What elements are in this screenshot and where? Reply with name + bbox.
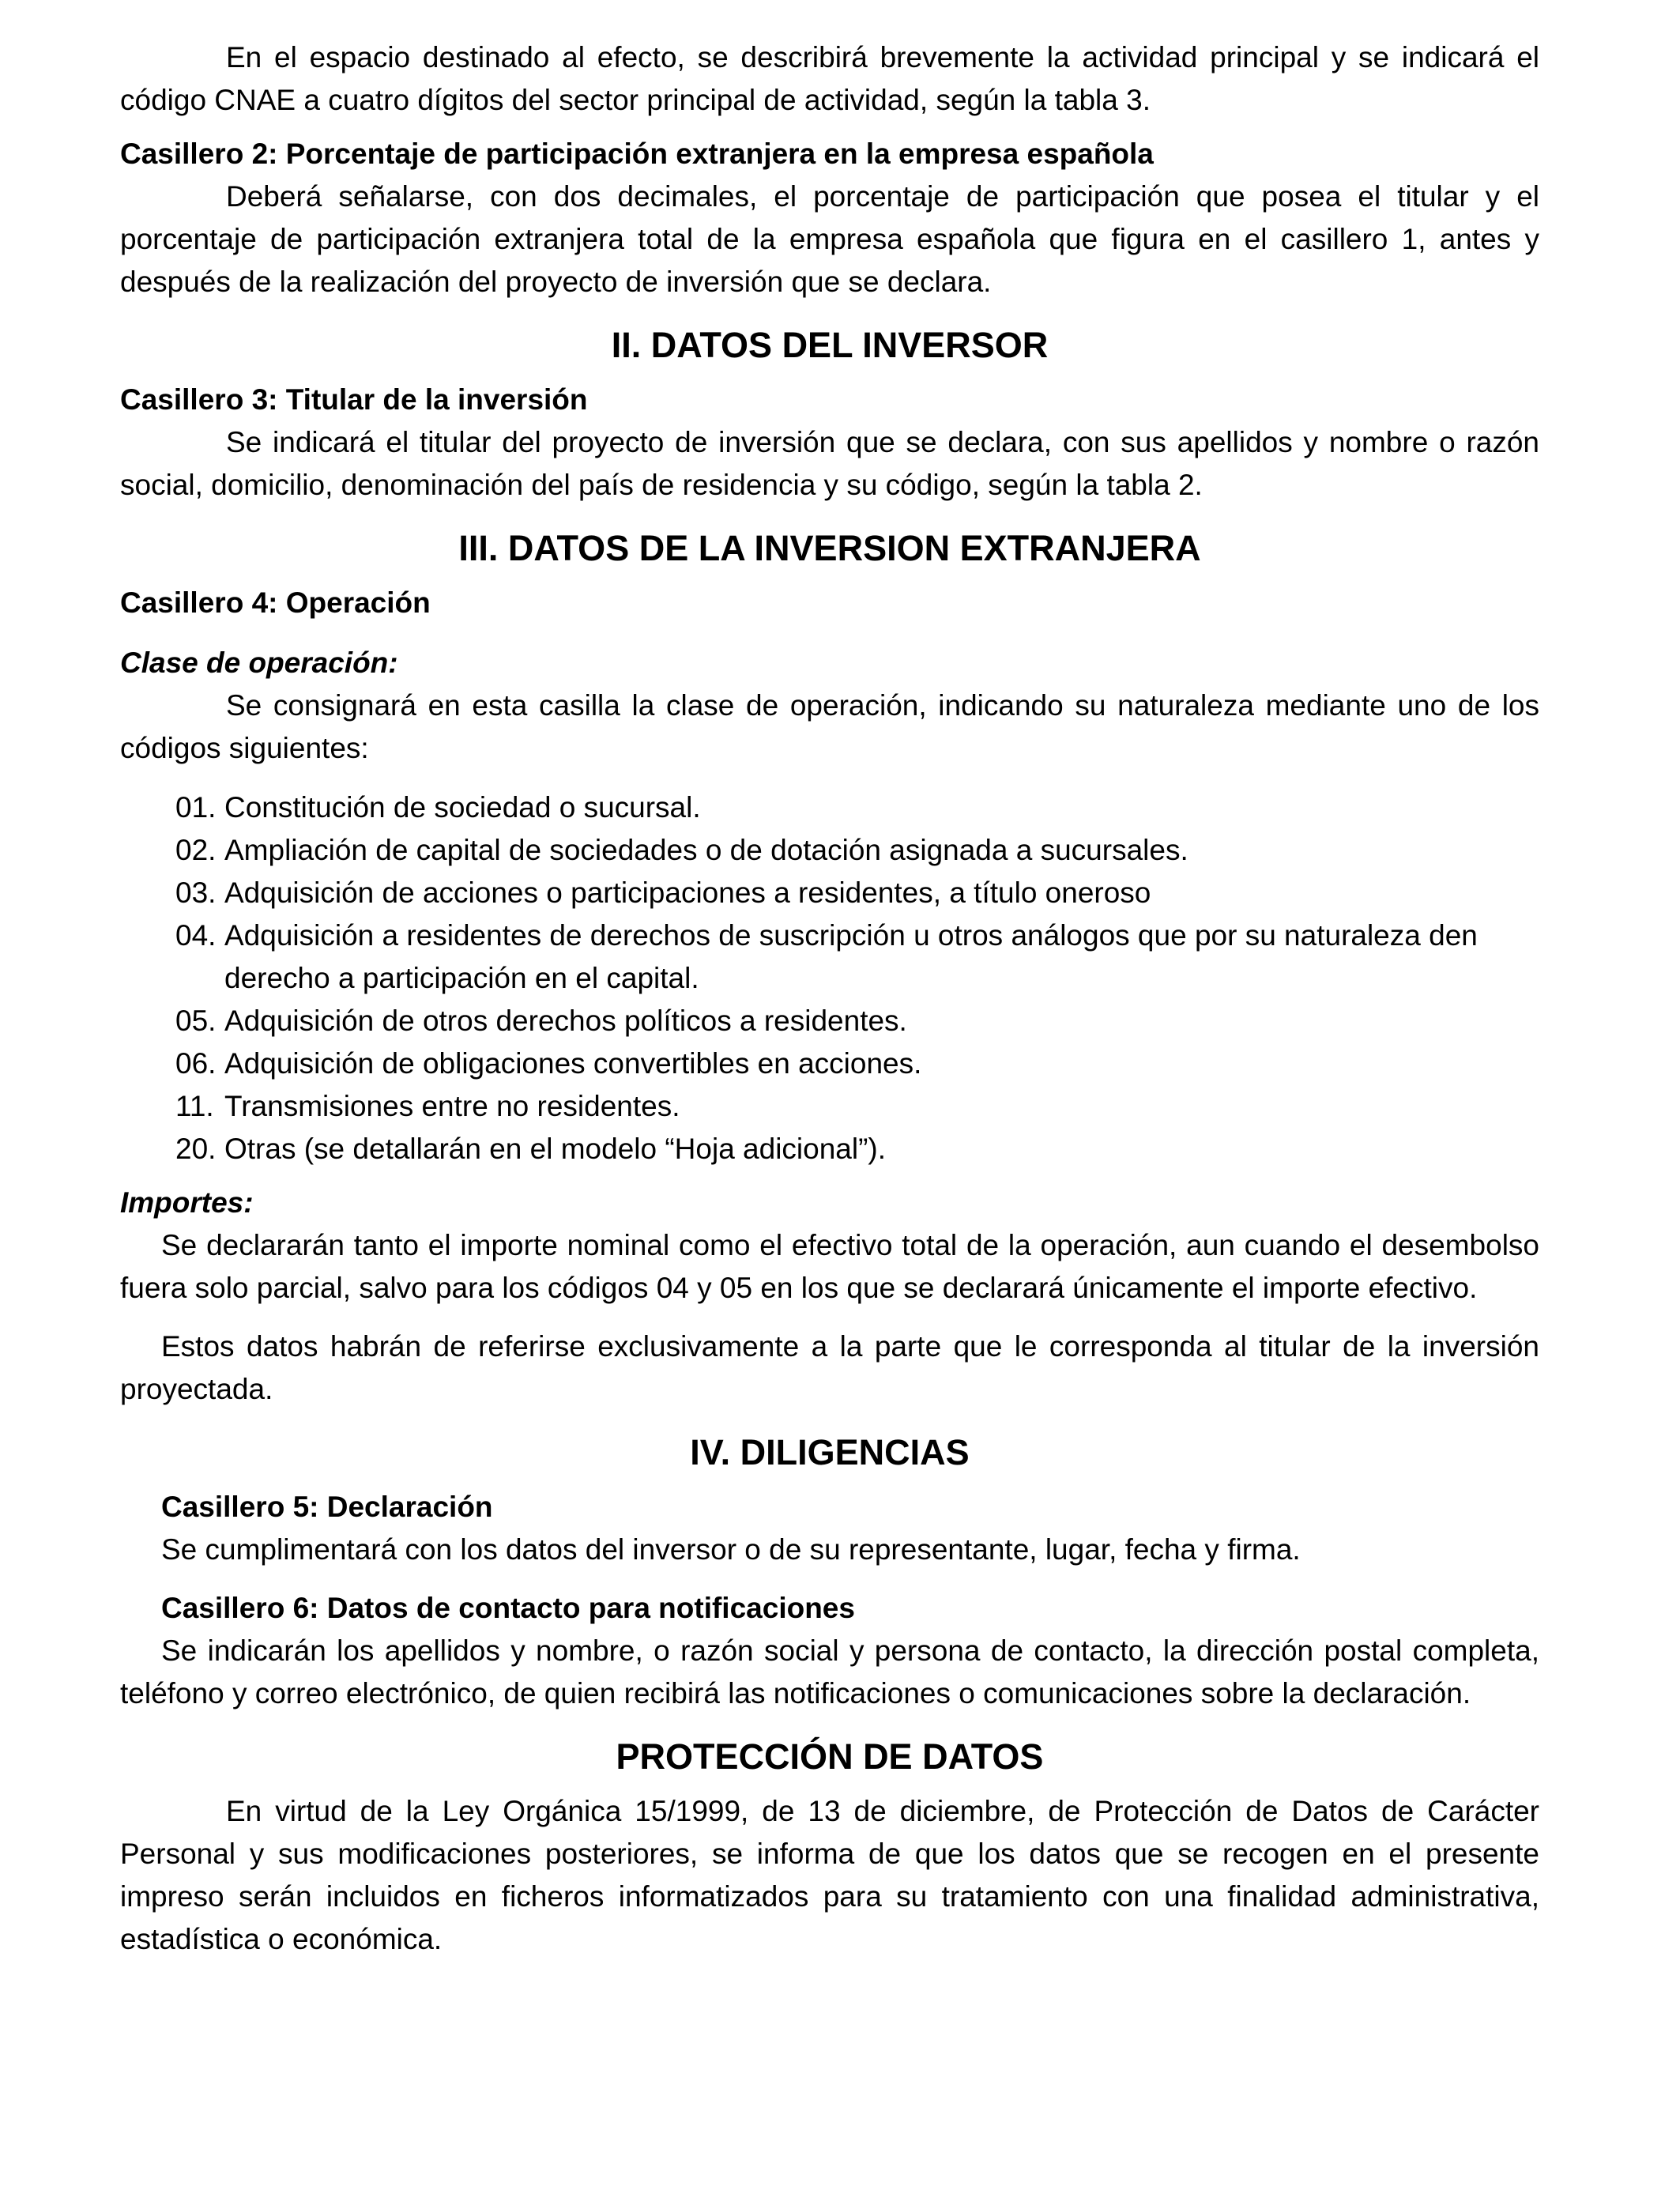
casillero-5-heading: Casillero 5: Declaración (161, 1491, 493, 1523)
clase-operacion-heading: Clase de operación: (120, 647, 398, 679)
operation-code-item (120, 786, 1539, 829)
operation-code-number: 06. (175, 1047, 217, 1080)
operation-code-item (120, 1042, 1539, 1085)
casillero-2-text: Deberá señalarse, con dos decimales, el porcentaje de participación que posea el titular y el porcentaje de participación extranjera total de la empresa española que figura en el casillero 1, antes y después de la realización del proyecto de inversión que se declara. (120, 180, 1539, 298)
operation-code-number: 04. (175, 919, 217, 952)
casillero-5-text: Se cumplimentará con los datos del inversor o de su representante, lugar, fecha y firma. (161, 1533, 1301, 1566)
casillero-3-text: Se indicará el titular del proyecto de inversión que se declara, con sus apellidos y nombre o razón social, domicilio, denominación del país de residencia y su código, según la tabla 2. (120, 426, 1539, 501)
operation-code-number: 03. (175, 876, 217, 909)
operation-code-item (120, 1128, 1539, 1171)
operation-code-text: Adquisición de obligaciones convertibles en acciones. (224, 1047, 922, 1080)
importes-heading: Importes: (120, 1186, 254, 1219)
operation-code-text: Transmisiones entre no residentes. (224, 1090, 680, 1122)
operation-code-number: 02. (175, 834, 217, 866)
operation-code-number: 20. (175, 1133, 217, 1165)
clase-operacion-text: Se consignará en esta casilla la clase de operación, indicando su naturaleza mediante uno de los códigos siguientes: (120, 689, 1539, 764)
casillero-2-heading: Casillero 2: Porcentaje de participación extranjera en la empresa española (120, 138, 1154, 170)
operation-code-text: Adquisición de otros derechos políticos a residentes. (224, 1005, 907, 1037)
operation-code-item (120, 872, 1539, 914)
intro-paragraph: En el espacio destinado al efecto, se describirá brevemente la actividad principal y se indicará el código CNAE a cuatro dígitos del sector principal de actividad, según la tabla 3. (120, 41, 1539, 116)
section-title-diligencias: IV. DILIGENCIAS (690, 1432, 970, 1472)
importes-text-2: Estos datos habrán de referirse exclusivamente a la parte que le corresponda al titular de la inversión proyectada. (120, 1330, 1539, 1405)
importes-text-1: Se declararán tanto el importe nominal como el efectivo total de la operación, aun cuando el desembolso fuera solo parcial, salvo para los códigos 04 y 05 en los que se declarará únicamente el importe efectivo. (120, 1229, 1539, 1304)
operation-code-text: Otras (se detallarán en el modelo “Hoja adicional”). (224, 1133, 887, 1165)
operation-code-number: 01. (175, 791, 217, 824)
operation-code-text: Constitución de sociedad o sucursal. (224, 791, 701, 824)
operation-codes-list (120, 786, 1539, 1171)
operation-code-item (120, 1085, 1539, 1128)
operation-code-number: 05. (175, 1005, 217, 1037)
document-page (120, 36, 1539, 1961)
section-title-datos-inversor: II. DATOS DEL INVERSOR (611, 325, 1049, 365)
section-title-proteccion-datos: PROTECCIÓN DE DATOS (616, 1736, 1044, 1777)
casillero-6-heading: Casillero 6: Datos de contacto para notificaciones (161, 1592, 855, 1624)
proteccion-datos-text: En virtud de la Ley Orgánica 15/1999, de 13 de diciembre, de Protección de Datos de Carácter Personal y sus modificaciones posteriores, se informa de que los datos que se recogen en el presente impreso serán incluidos en ficheros informatizados para su tratamiento con una finalidad administrativa, estadística o económica. (120, 1795, 1539, 1955)
operation-code-number: 11. (175, 1090, 214, 1122)
operation-code-text: Ampliación de capital de sociedades o de dotación asignada a sucursales. (224, 834, 1188, 866)
casillero-3-heading: Casillero 3: Titular de la inversión (120, 383, 588, 416)
casillero-6-text: Se indicarán los apellidos y nombre, o razón social y persona de contacto, la dirección postal completa, teléfono y correo electrónico, de quien recibirá las notificaciones o comunicaciones sobre la declaración. (120, 1634, 1539, 1710)
operation-code-item (120, 1000, 1539, 1042)
operation-code-text: Adquisición de acciones o participaciones a residentes, a título oneroso (224, 876, 1151, 909)
operation-code-item (120, 829, 1539, 872)
operation-code-item (120, 914, 1539, 1000)
casillero-4-heading: Casillero 4: Operación (120, 586, 431, 619)
operation-code-text: Adquisición a residentes de derechos de suscripción u otros análogos que por su naturaleza den derecho a participación en el capital. (224, 919, 1478, 994)
section-title-inversion-extranjera: III. DATOS DE LA INVERSION EXTRANJERA (458, 528, 1201, 568)
